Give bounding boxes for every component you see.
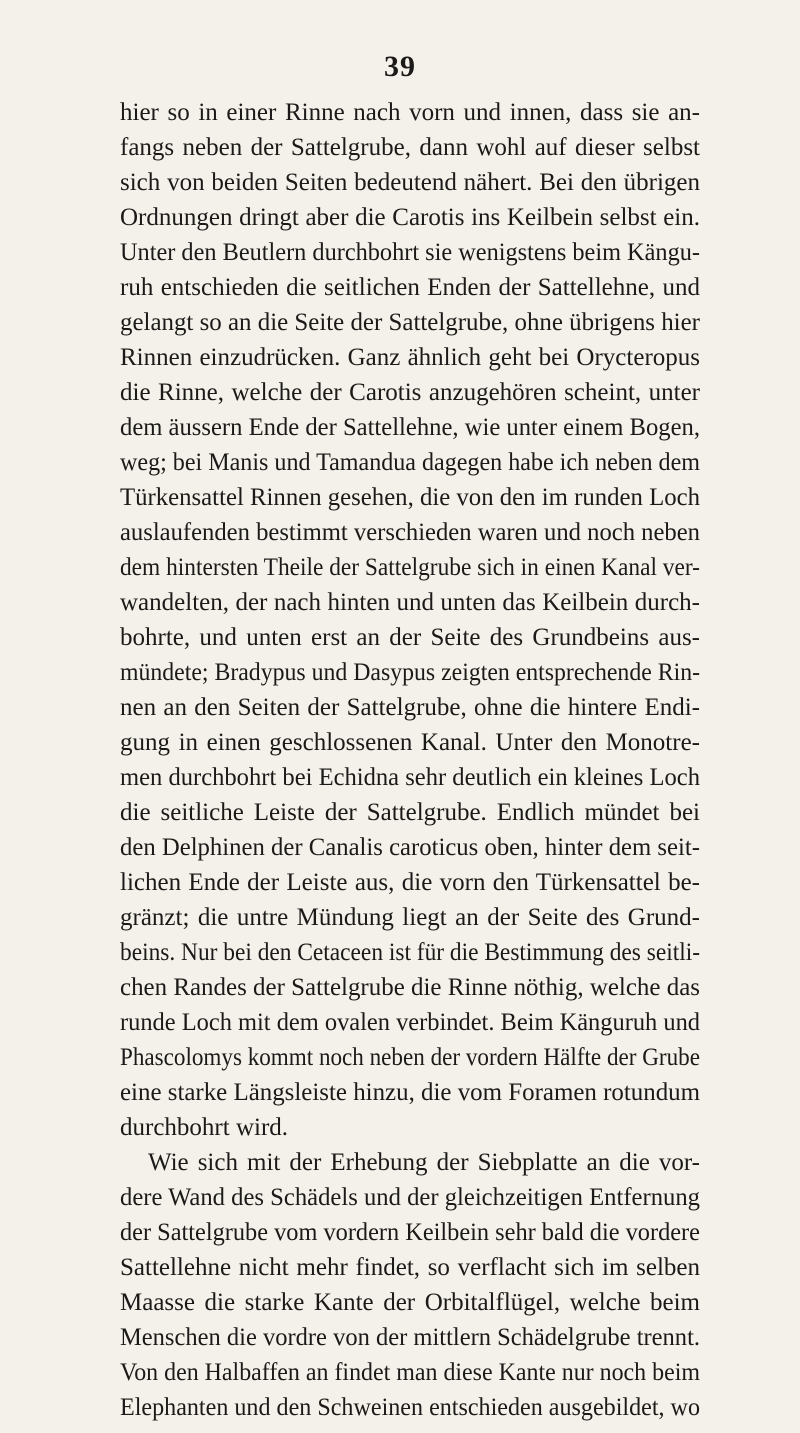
text-line: dere Wand des Schädels und der gleichzeitigen Entfernung (120, 1184, 700, 1211)
text-line: Phascolomys kommt noch neben der vordern Hälfte der Grube (120, 1044, 700, 1071)
text-line: gelangt so an die Seite der Sattelgrube, ohne übrigens hier (120, 309, 700, 336)
text-line: durchbohrt wird. (120, 1114, 289, 1141)
text-line: dem äussern Ende der Sattellehne, wie unter einem Bogen, (120, 414, 700, 441)
text-line: Sattellehne nicht mehr findet, so verflacht sich im selben (120, 1254, 700, 1281)
text-line: chen Randes der Sattelgrube die Rinne nöthig, welche das (120, 974, 700, 1001)
text-line: Unter den Beutlern durchbohrt sie wenigstens beim Kängu- (120, 239, 700, 266)
text-line: Türkensattel Rinnen gesehen, die von den im runden Loch (120, 484, 700, 511)
text-line: Ordnungen dringt aber die Carotis ins Keilbein selbst ein. (120, 204, 700, 231)
text-line: wandelten, der nach hinten und unten das Keilbein durch- (120, 589, 700, 616)
text-line: Elephanten und den Schweinen entschieden ausgebildet, wo (120, 1394, 700, 1421)
text-line: der Sattelgrube vom vordern Keilbein sehr bald die vordere (120, 1219, 700, 1246)
text-line: gränzt; die untre Mündung liegt an der Seite des Grund- (120, 904, 700, 931)
text-line: mündete; Bradypus und Dasypus zeigten entsprechende Rin- (120, 659, 700, 686)
text-line: hier so in einer Rinne nach vorn und innen, dass sie an- (120, 99, 700, 126)
text-line: die Rinne, welche der Carotis anzugehören scheint, unter (120, 379, 700, 406)
text-line: Wie sich mit der Erhebung der Siebplatte an die vor- (148, 1149, 700, 1176)
text-line: nen an den Seiten der Sattelgrube, ohne die hintere Endi- (120, 694, 700, 721)
text-line: weg; bei Manis und Tamandua dagegen habe ich neben dem (120, 449, 700, 476)
text-line: dem hintersten Theile der Sattelgrube sich in einen Kanal ver- (120, 554, 700, 581)
page-number: 39 (384, 50, 416, 83)
text-line: auslaufenden bestimmt verschieden waren und noch neben (120, 519, 700, 546)
text-line: beins. Nur bei den Cetaceen ist für die Bestimmung des seitli- (120, 939, 700, 966)
text-line: Rinnen einzudrücken. Ganz ähnlich geht bei Orycteropus (120, 344, 700, 371)
text-line: Menschen die vordre von der mittlern Schädelgrube trennt. (120, 1324, 700, 1351)
text-line: men durchbohrt bei Echidna sehr deutlich ein kleines Loch (120, 764, 700, 791)
text-line: runde Loch mit dem ovalen verbindet. Beim Känguruh und (120, 1009, 700, 1036)
text-line: bohrte, und unten erst an der Seite des Grundbeins aus- (120, 624, 700, 651)
text-line: Von den Halbaffen an findet man diese Kante nur noch beim (120, 1359, 700, 1386)
text-line: den Delphinen der Canalis caroticus oben, hinter dem seit- (120, 834, 700, 861)
text-line: die seitliche Leiste der Sattelgrube. Endlich mündet bei (120, 799, 700, 826)
text-line: Maasse die starke Kante der Orbitalflügel, welche beim (120, 1289, 700, 1316)
text-line: eine starke Längsleiste hinzu, die vom Foramen rotundum (120, 1079, 700, 1106)
text-line: ruh entschieden die seitlichen Enden der Sattellehne, und (120, 274, 700, 301)
text-line: gung in einen geschlossenen Kanal. Unter den Monotre- (120, 729, 700, 756)
text-line: lichen Ende der Leiste aus, die vorn den Türkensattel be- (120, 869, 700, 896)
text-line: sich von beiden Seiten bedeutend nähert. Bei den übrigen (120, 169, 700, 196)
text-line: fangs neben der Sattelgrube, dann wohl auf dieser selbst (120, 134, 700, 161)
